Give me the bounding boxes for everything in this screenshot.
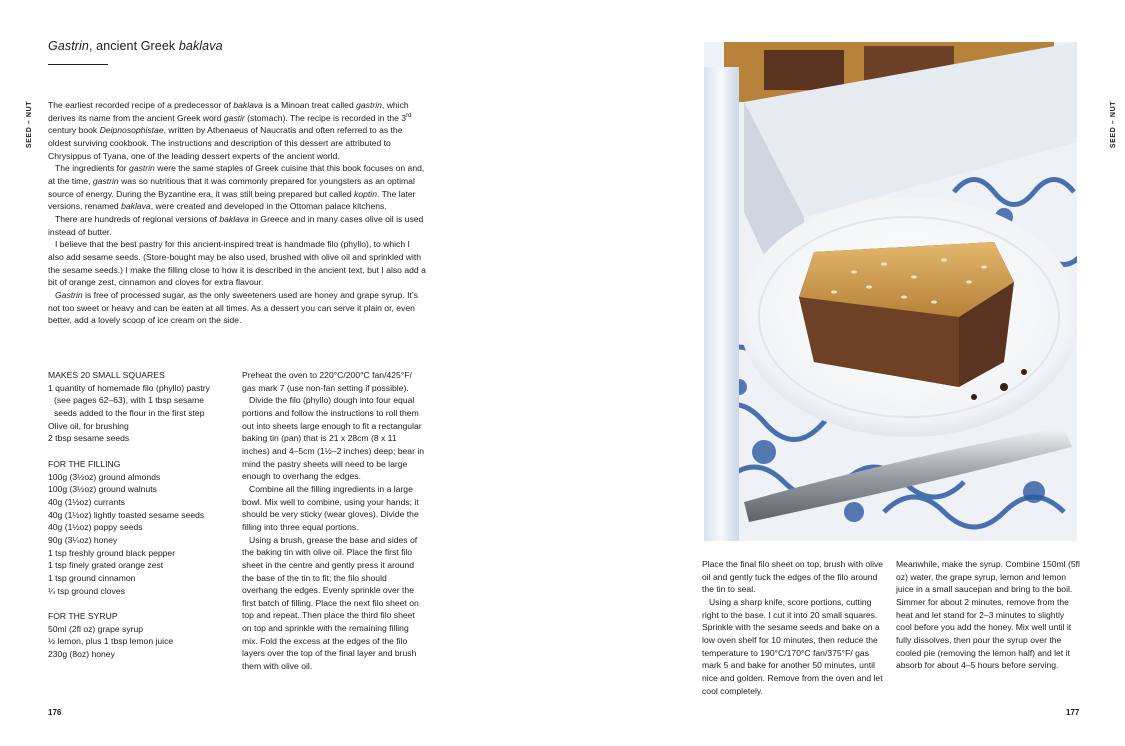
page-number-right: 177 xyxy=(1066,708,1080,717)
method-column-3 xyxy=(896,558,1082,672)
water-glass xyxy=(704,67,739,541)
intro-paragraph-1: The earliest recorded recipe of a predecessor of baklava is a Minoan treat called gastrin, which derives its name from the ancient Greek word gastir (stomach). The recipe is recorded in the 3rd century book Deipnosophistae, written by Athenaeus of Naucratis and often referred to as the oldest surviving cookbook. The instructions and description of this dessert are attributed to Chrysippus of Tyana, one of the leading dessert experts of the ancient world. xyxy=(48,100,412,161)
baklava-photo-illustration xyxy=(704,42,1077,541)
method-step: Using a sharp knife, score portions, cutting right to the base. I cut it into 20 small squares. Sprinkle with the sesame seeds and bake on a low oven shelf for 10 minutes, then reduce the temperature to 190°C/170°C fan/375°F/ gas mark 5 and bake for another 50 minutes, until nice and golden. Remove from the oven and let cool completely. xyxy=(702,596,883,696)
ingredient-item: 100g (3½oz) ground almonds xyxy=(48,471,161,482)
ingredients-column xyxy=(48,369,228,661)
ingredient-item: 230g (8oz) honey xyxy=(48,649,115,660)
right-page xyxy=(562,0,1125,746)
method-step: Combine all the filling ingredients in a large bowl. Mix well to combine, using your hands; it should be very sticky (wear gloves). Divide the filling into three equal portions. xyxy=(242,483,419,532)
method-step: Meanwhile, make the syrup. Combine 150ml (5fl oz) water, the grape syrup, lemon and lemon juice in a small saucepan and bring to the boil. Simmer for about 2 minutes, remove from the heat and let stand for 2–3 minutes to slightly cool before you add the honey. Mix well until it fully dissolves, then pour the syrup over the cooled pie (removing the lemon half) and let it absorb for about 4–5 hours before serving. xyxy=(896,559,1080,671)
section-side-label: SEED – NUT xyxy=(1110,100,1118,149)
baklava-photo xyxy=(704,42,1077,541)
recipe-title xyxy=(48,39,223,53)
section-side-label: SEED – NUT xyxy=(26,100,34,149)
title-italic-baklava: baklava xyxy=(178,39,223,53)
intro-paragraph-5: Gastrin is free of processed sugar, as the only sweeteners used are honey and grape syrup. It’s not too sweet or heavy and can be eaten at all times. As a dessert you can serve it plain or, even better, add a lovely scoop of ice cream on the side. xyxy=(48,289,418,326)
ingredient-item: 1 tsp ground cinnamon xyxy=(48,572,136,583)
title-italic-gastrin: Gastrin xyxy=(48,39,89,53)
ingredient-item: ½ lemon, plus 1 tbsp lemon juice xyxy=(48,636,174,647)
ingredient-item: 50ml (2fl oz) grape syrup xyxy=(48,623,144,634)
ingredient-item: Olive oil, for brushing xyxy=(48,420,129,431)
ingredient-item: 1 tsp freshly ground black pepper xyxy=(48,547,176,558)
title-middle: , ancient Greek xyxy=(89,39,179,53)
left-page xyxy=(0,0,562,746)
method-column-2 xyxy=(702,558,884,697)
yield-heading: MAKES 20 SMALL SQUARES xyxy=(48,370,165,380)
method-step: Preheat the oven to 220°C/200°C fan/425°F/ gas mark 7 (use non-fan setting if possible). xyxy=(242,370,412,393)
title-rule xyxy=(48,64,108,65)
page-number-left: 176 xyxy=(48,708,62,717)
ingredient-item: 40g (1½oz) lightly toasted sesame seeds xyxy=(48,509,205,520)
ingredient-item: 2 tbsp sesame seeds xyxy=(48,433,130,444)
syrup-heading: FOR THE SYRUP xyxy=(48,611,118,622)
ingredient-item: 1 quantity of homemade filo (phyllo) pastry (see pages 62–63), with 1 tbsp sesame seeds added to the flour in the first step xyxy=(48,382,210,418)
intro-paragraph-4: I believe that the best pastry for this ancient-inspired treat is handmade filo (phyllo), to which I also add sesame seeds. (Store-bought may be also used, brushed with olive oil and sprinkled with the sesame seeds.) I make the filling close to how it is described in the ancient text, but I also add a bit of orange zest, cinnamon and cloves for extra flavour. xyxy=(48,239,426,288)
intro-paragraph-3: There are hundreds of regional versions of baklava in Greece and in many cases olive oil is used instead of butter. xyxy=(48,213,424,237)
ingredient-item: 1 tsp finely grated orange zest xyxy=(48,560,164,571)
intro-paragraph-2: The ingredients for gastrin were the same staples of Greek cuisine that this book focuses on and, at the time, gastrin was so nutritious that it was commonly prepared for youngsters as an optimal source of energy. During the Byzantine era, it was still being prepared but called koptin. The later versions, renamed baklava, were created and developed in the Ottoman palace kitchens. xyxy=(48,163,425,212)
method-step: Divide the filo (phyllo) dough into four equal portions and follow the instructions to roll them out into sheets large enough to fit a rectangular baking tin (pan) that is 21 x 28cm (8 x 11 inches) and 4–5cm (1½–2 inches) deep; bear in mind the pastry sheets will need to be large enough to overhang the edges. xyxy=(242,395,425,482)
method-step: Using a brush, grease the base and sides of the baking tin with olive oil. Place the first filo sheet in the centre and gently press it around the base of the tin to fit; the filo should overhang the edges. Evenly sprinkle over the first batch of filling. Place the next filo sheet on top and repeat. Then place the third filo sheet on top and sprinkle with the remaining filling mix. Fold the excess at the edges of the filo layers over the top of the final layer and brush them with olive oil. xyxy=(242,534,419,672)
method-column-1 xyxy=(242,369,424,673)
ingredient-item: 40g (1½oz) poppy seeds xyxy=(48,522,143,533)
filling-heading: FOR THE FILLING xyxy=(48,458,121,469)
ingredient-item: 90g (3¼oz) honey xyxy=(48,534,118,545)
intro-text xyxy=(48,99,426,327)
ingredient-item: 40g (1½oz) currants xyxy=(48,496,125,507)
ingredient-item: ¼ tsp ground cloves xyxy=(48,585,125,596)
method-step: Place the final filo sheet on top, brush with olive oil and gently tuck the edges of the filo around the tin to seal. xyxy=(702,559,884,595)
ingredient-item: 100g (3½oz) ground walnuts xyxy=(48,484,157,495)
